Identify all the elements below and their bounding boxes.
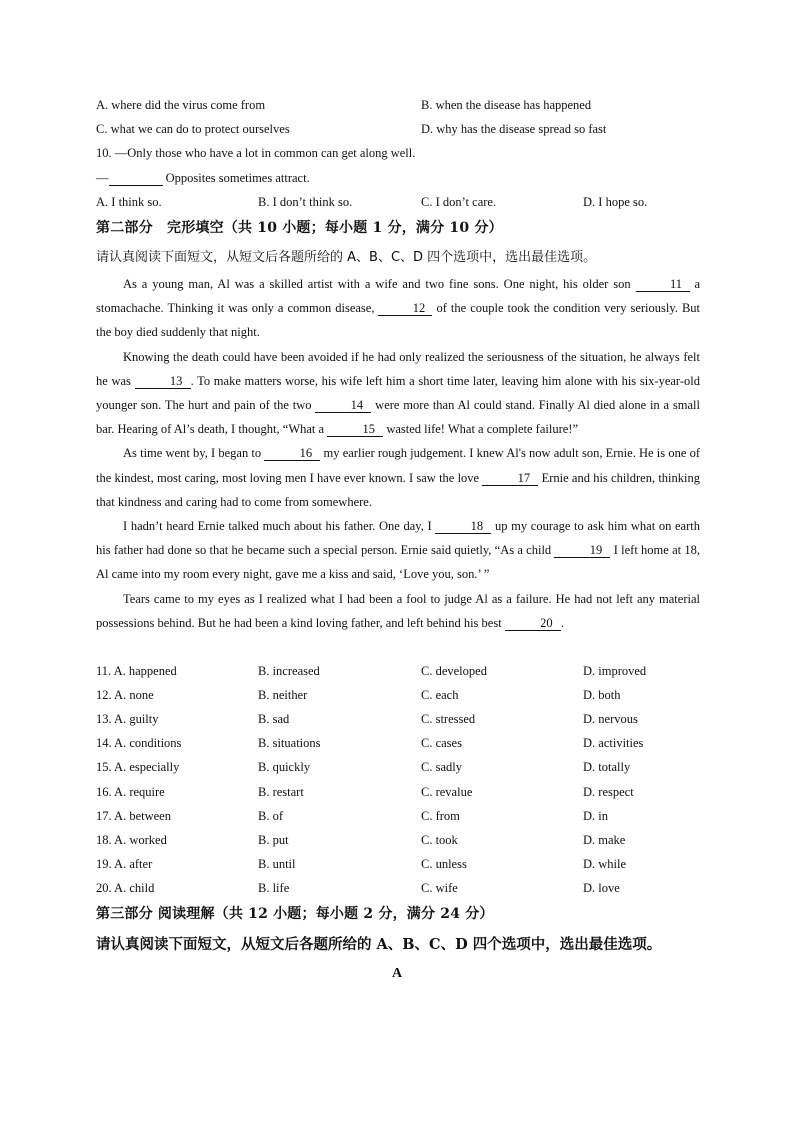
option-14-d: D. activities bbox=[583, 736, 644, 751]
option-12-b: B. neither bbox=[258, 688, 308, 703]
option-11-d: D. improved bbox=[583, 664, 647, 678]
option-17-d: D. in bbox=[583, 808, 608, 823]
q10-reply-dash: — bbox=[96, 171, 109, 185]
blank-11: 11 bbox=[636, 277, 690, 292]
option-13-c: C. stressed bbox=[421, 712, 476, 727]
option-12-c: C. each bbox=[421, 688, 459, 703]
option-19-d: D. while bbox=[583, 856, 627, 871]
option-19-b: B. until bbox=[258, 856, 296, 871]
passage-paragraph-2 bbox=[96, 345, 700, 442]
blank-17: 17 bbox=[482, 471, 538, 486]
option-18-b: B. put bbox=[258, 832, 289, 847]
passage-text: As a young man, Al was a skilled artist with a wife and two fine sons. One night, his older son bbox=[123, 277, 631, 291]
option-17-b: B. of bbox=[258, 808, 283, 823]
option-16-d: D. respect bbox=[583, 784, 634, 799]
passage-text: . To make matters worse, his wife left him a short time later, leaving him alone with his six-year-old younger son. The hurt and pain of the two bbox=[96, 373, 700, 413]
q10-option-d: D. I hope so. bbox=[583, 195, 648, 209]
blank-20: 20 bbox=[505, 616, 561, 631]
option-13-d: D. nervous bbox=[583, 712, 638, 727]
passage-text: Ernie and his children, thinking that kindness and caring had to come from somewhere. bbox=[96, 470, 701, 509]
blank-13: 13 bbox=[135, 374, 191, 389]
option-11-b: B. increased bbox=[258, 664, 320, 678]
option-18-c: C. took bbox=[421, 832, 458, 847]
option-16-b: B. restart bbox=[258, 784, 304, 799]
option-20-b: B. life bbox=[258, 880, 290, 895]
option-17-c: C. from bbox=[421, 808, 460, 823]
part3-heading: 第三部分 阅读理解（共 12 小题；每小题 2 分，满分 24 分） bbox=[96, 906, 494, 922]
q10-option-c: C. I don’t care. bbox=[421, 195, 497, 209]
option-12-a: 12. A. none bbox=[96, 688, 154, 703]
passage-text: Knowing the death could have been avoided if he had only realized the seriousness of the situation, he always felt he was bbox=[96, 349, 700, 388]
passage-text: I left home at 18, Al came into my room every night, gave me a kiss and said, ‘Love you, son.’ ” bbox=[96, 543, 700, 582]
part2-instruction: 请认真阅读下面短文，从短文后各题所给的 A、B、C、D 四个选项中，选出最佳选项。 bbox=[96, 250, 597, 265]
cloze-passage bbox=[96, 272, 700, 635]
part2-heading: 第二部分 完形填空（共 10 小题；每小题 1 分，满分 10 分） bbox=[96, 220, 503, 236]
q10-option-a: A. I think so. bbox=[96, 195, 162, 209]
option-16-a: 16. A. require bbox=[96, 784, 165, 799]
blank-16: 16 bbox=[264, 446, 320, 461]
q10-reply bbox=[96, 170, 310, 186]
passage-text: wasted life! What a complete failure!” bbox=[383, 422, 578, 437]
passage-text: my earlier rough judgement. I knew Al's now adult son, Ernie. He is one of the kindest, most caring, most loving men I have ever known. I saw the love bbox=[96, 446, 700, 485]
option-20-d: D. love bbox=[583, 880, 620, 895]
blank-18: 18 bbox=[435, 519, 491, 534]
option-11-c: C. developed bbox=[421, 664, 487, 678]
option-18-d: D. make bbox=[583, 832, 626, 847]
q9-option-a: A. where did the virus come from bbox=[96, 98, 266, 112]
passage-paragraph-1 bbox=[96, 272, 700, 345]
passage-text: Tears came to my eyes as I realized what I had been a fool to judge Al as a failure. He had not left any material possessions behind. But he had been a kind loving father, and left behind his best bbox=[96, 591, 700, 630]
part3-instruction: 请认真阅读下面短文，从短文后各题所给的 A、B、C、D 四个选项中，选出最佳选项。 bbox=[96, 936, 662, 953]
passage-text: . bbox=[560, 615, 564, 630]
option-14-a: 14. A. conditions bbox=[96, 736, 182, 751]
option-18-a: 18. A. worked bbox=[96, 832, 167, 847]
option-20-a: 20. A. child bbox=[96, 880, 155, 895]
q10-reply-text: Opposites sometimes attract. bbox=[162, 171, 310, 185]
option-12-d: D. both bbox=[583, 688, 621, 703]
option-15-a: 15. A. especially bbox=[96, 760, 180, 775]
blank-14: 14 bbox=[315, 398, 371, 413]
q9-option-c: C. what we can do to protect ourselves bbox=[96, 122, 290, 136]
passage-paragraph-5 bbox=[96, 587, 700, 635]
option-14-b: B. situations bbox=[258, 736, 321, 751]
option-20-c: C. wife bbox=[421, 880, 458, 895]
passage-text: were more than Al could stand. Finally Al died alone in a small bar. Hearing of Al’s death, I thought, “What a bbox=[96, 398, 700, 437]
passage-text: of the couple took the condition very seriously. But the boy died suddenly that night. bbox=[96, 301, 701, 340]
option-11-a: 11. A. happened bbox=[96, 664, 177, 678]
blank-12: 12 bbox=[378, 301, 432, 316]
q9-option-d: D. why has the disease spread so fast bbox=[421, 122, 607, 136]
blank-19: 19 bbox=[554, 543, 610, 558]
option-17-a: 17. A. between bbox=[96, 808, 171, 823]
passage-text: a stomachache. Thinking it was only a common disease, bbox=[96, 277, 700, 316]
passage-text: I hadn’t heard Ernie talked much about his father. One day, I bbox=[123, 519, 436, 534]
q10-stem: 10. —Only those who have a lot in common can get along well. bbox=[96, 146, 416, 160]
passage-text: As time went by, I began to bbox=[123, 446, 265, 461]
option-13-b: B. sad bbox=[258, 712, 290, 727]
q10-blank bbox=[109, 171, 163, 186]
option-19-c: C. unless bbox=[421, 856, 467, 871]
option-19-a: 19. A. after bbox=[96, 856, 153, 871]
option-13-a: 13. A. guilty bbox=[96, 712, 159, 727]
option-15-b: B. quickly bbox=[258, 760, 311, 775]
option-15-d: D. totally bbox=[583, 760, 631, 775]
q9-option-b: B. when the disease has happened bbox=[421, 98, 592, 112]
passage-text: up my courage to ask him what on earth his father had done so that he became such a special person. Ernie said quietly, “As a child bbox=[96, 519, 700, 558]
passage-paragraph-3 bbox=[96, 441, 700, 514]
option-15-c: C. sadly bbox=[421, 760, 462, 775]
option-16-c: C. revalue bbox=[421, 784, 473, 799]
blank-15: 15 bbox=[327, 422, 383, 437]
passage-paragraph-4 bbox=[96, 514, 700, 587]
q10-option-b: B. I don’t think so. bbox=[258, 195, 353, 209]
section-label: A bbox=[391, 966, 403, 981]
option-14-c: C. cases bbox=[421, 736, 462, 751]
